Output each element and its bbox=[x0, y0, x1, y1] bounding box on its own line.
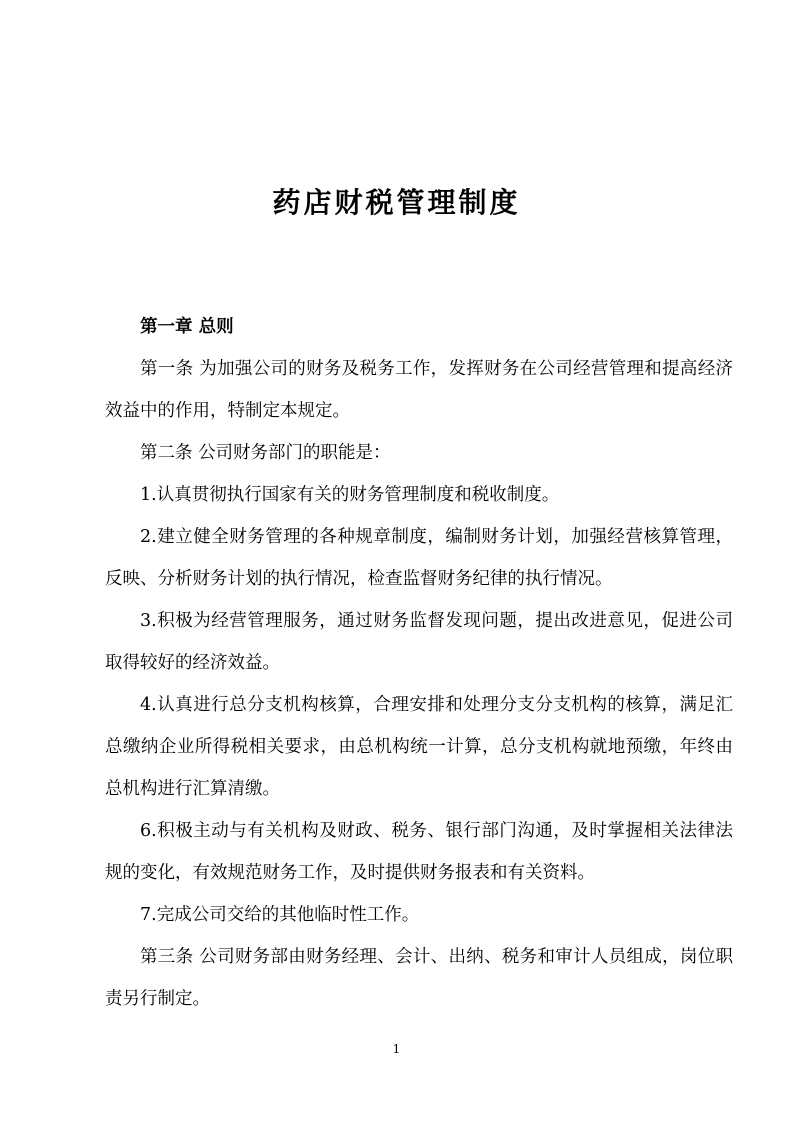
document-body bbox=[105, 306, 733, 1020]
list-item-3: 3.积极为经营管理服务，通过财务监督发现问题，提出改进意见，促进公司取得较好的经济效益。 bbox=[105, 611, 733, 673]
article-2-paragraph: 第二条 公司财务部门的职能是： bbox=[140, 443, 391, 463]
list-item-2: 2.建立健全财务管理的各种规章制度，编制财务计划，加强经营核算管理，反映、分析财务计划的执行情况，检查监督财务纪律的执行情况。 bbox=[105, 527, 733, 589]
document-title: 药店财税管理制度 bbox=[272, 186, 521, 219]
list-item-6: 6.积极主动与有关机构及财政、税务、银行部门沟通，及时掌握相关法律法规的变化，有效规范财务工作，及时提供财务报表和有关资料。 bbox=[105, 821, 733, 883]
list-item-7: 7.完成公司交给的其他临时性工作。 bbox=[140, 905, 420, 925]
list-item-4: 4.认真进行总分支机构核算，合理安排和处理分支分支机构的核算，满足汇总缴纳企业所得税相关要求，由总机构统一计算，总分支机构就地预缴，年终由总机构进行汇算清缴。 bbox=[105, 695, 733, 799]
chapter-heading: 第一章 总则 bbox=[140, 317, 234, 337]
page-number: 1 bbox=[392, 1042, 401, 1056]
article-1-paragraph: 第一条 为加强公司的财务及税务工作，发挥财务在公司经营管理和提高经济效益中的作用，特制定本规定。 bbox=[105, 359, 733, 421]
article-3-paragraph: 第三条 公司财务部由财务经理、会计、出纳、税务和审计人员组成，岗位职责另行制定。 bbox=[105, 947, 733, 1009]
list-item-1: 1.认真贯彻执行国家有关的财务管理制度和税收制度。 bbox=[140, 485, 560, 505]
